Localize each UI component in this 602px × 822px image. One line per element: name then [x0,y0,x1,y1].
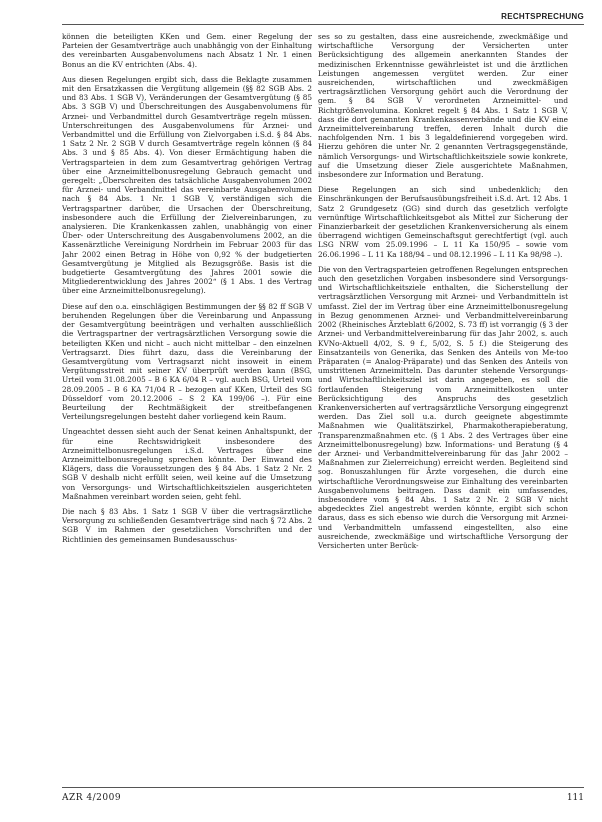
paragraph: Die von den Vertragsparteien getroffenen Regelungen entsprechen auch den gesetzlichen Vorgaben insbesondere sind Versorgungs- und Wirtschaftlichkeitsziele enthalten, die Sicherstellung der vertragsärztlichen Versorgung mit Arznei- und Verbandmitteln ist umfasst. Ziel der im Vertrag über eine Arzneimittelbonusregelung in Bezug genommenen Arznei- und Verbandmittelvereinbarung 2002 (Rheinisches Ärzteblatt 6/2002, S. 73 ff) ist vorrangig (§ 3 der Arznei- und Verbandmittelvereinbarung für das Jahr 2002, s. auch KVNo-Aktuell 4/02, S. 9 f., 5/02, S. 5 f.) die Steigerung des Einsatzanteils von Generika, das Senken des Anteils von Me-too Präparaten (= Analog-Präparate) und das Senken des Anteils von umstrittenen Arzneimitteln. Das darunter stehende Versorgungs- und Wirtschaftlichkeitsziel ist darin angegeben, es soll die fortlaufenden Steigerung vom Arzneimittelkosten unter Berücksichtigung des Anspruchs des gesetzlich Krankenversicherten auf vertragsärztliche Versorgung eingegrenzt werden. Das Ziel soll u.a. durch geeignete abgestimmte Maßnahmen wie Qualitätszirkel, Pharmakotherapieberatung, Transparenzmaßnahmen etc. (§ 1 Abs. 2 des Vertrages über eine Arzneimittelbonusregelung) bzw. Informations- und Beratung (§ 4 der Arznei- und Verbandmittelvereinbarung für das Jahr 2002 – Maßnahmen zur Zielerreichung) erreicht werden. Begleitend sind sog. Bonuszahlungen für Ärzte vorgesehen, die durch eine wirtschaftliche Verordnungsweise zur Einhaltung des vereinbarten Ausgabenvolumens beitragen. Dass damit ein umfassendes, insbesondere vom § 84 Abs. 1 Satz 2 Nr. 2 SGB V nicht abgedecktes Ziel angestrebt werden könnte, ergibt sich schon daraus, dass es sich ebenso wie durch die Versorgung mit Arznei- und Verbandmitteln umfassend eingestellten, also eine ausreichende, zweckmäßige und wirtschaftliche Versorgung der Versicherten unter Berück- [318,264,568,550]
section-header: RECHTSPRECHUNG [501,12,584,21]
right-column [318,32,568,774]
footer-divider [62,787,584,788]
paragraph: ses so zu gestalten, dass eine ausreichende, zweckmäßige und wirtschaftliche Versorgung der Versicherten unter Berücksichtigung des allgemein anerkannten Standes der medizinischen Erkenntnisse gewährleistet ist und die ärztlichen Leistungen angemessen vergütet werden. Zur einer ausreichenden, wirtschaftlichen und zweckmäßigen vertragsärztlichen Versorgung gehört auch die Verordnung der gem. § 84 SGB V verordneten Arzneimittel- und Richtgrößenvolumina. Konkret regelt § 84 Abs. 1 Satz 1 SGB V, dass die dort genannten Krankenkassenverbände und die KV eine Arzneimittelvereinbarung treffen, deren Inhalt durch die nachfolgenden Nrn. 1 bis 3 legaldefinierend vorgegeben wird. Hierzu gehören die unter Nr. 2 genannten Vertragsgegenstände, nämlich Versorgungs- und Wirtschaftlichkeitsziele sowie konkrete, auf die Umsetzung dieser Ziele ausgerichtete Maßnahmen, insbesondere zur Information und Beratung. [318,32,568,180]
paragraph: Ungeachtet dessen sieht auch der Senat keinen Anhaltspunkt, der für eine Rechtswidrigkeit insbesondere des Arzneimittelbonusregelungen i.S.d. Vertrages über eine Arzneimittelbonusregelung sprechen könnte. Der Einwand des Klägers, dass die Voraussetzungen des § 84 Abs. 1 Satz 2 Nr. 2 SGB V deshalb nicht erfüllt seien, weil keine auf die Umsetzung von Versorgungs- und Wirtschaftlichkeitszielen ausgerichteten Maßnahmen vereinbart worden seien, geht fehl. [62,427,312,501]
left-column [62,32,312,774]
journal-issue: AZR 4/2009 [62,793,122,803]
paragraph: können die beteiligten KKen und Gem. einer Regelung der Parteien der Gesamtverträge auch unabhängig von der Einhaltung des vereinbarten Ausgabenvolumens nach Absatz 1 Nr. 1 einen Bonus an die KV entrichten (Abs. 4). [62,32,312,69]
paragraph: Diese Regelungen an sich sind unbedenklich; den Einschränkungen der Berufsausübungsfreiheit i.S.d. Art. 12 Abs. 1 Satz 2 Grundgesetz (GG) sind durch das gesetzlich verfolgte vernünftige Wirtschaftlichkeitsgebot als Mittel zur Sicherung der Finanzierbarkeit der gesetzlichen Krankenversicherung als einem überragend wichtigen Gemeinschaftsgut gerechtfertigt (vgl. auch LSG NRW vom 25.09.1996 – L 11 Ka 150/95 – sowie vom 26.06.1996 – L 11 Ka 188/94 – und 08.12.1996 – L 11 Ka 98/98 –). [318,185,568,259]
paragraph: Die nach § 83 Abs. 1 Satz 1 SGB V über die vertragsärztliche Versorgung zu schließenden Gesamtverträge sind nach § 72 Abs. 2 SGB V im Rahmen der gesetzlichen Vorschriften und der Richtlinien des gemeinsamen Bundesausschus- [62,506,312,544]
paragraph: Aus diesen Regelungen ergibt sich, dass die Beklagte zusammen mit den Ersatzkassen die Vergütung allgemein (§§ 82 SGB Abs. 2 und 83 Abs. 1 SGB V), Veränderungen der Gesamtvergütung (§ 85 Abs. 3 SGB V) und Überschreitungen des Ausgabenvolumens für Arznei- und Verbandmittel durch Gesamtverträge regeln müssen. Unterschreitungen des Ausgabenvolumens für Arznei- und Verbandmittel und die Erfüllung von Zielvorgaben i.S.d. § 84 Abs. 1 Satz 2 Nr. 2 SGB V durch Gesamtverträge regeln können (§ 84 Abs. 3 und § 85 Abs. 4). Von dieser Ermächtigung haben die Vertragsparteien in dem zum Gesamtvertrag gehörigen Vertrag über eine Arzneimittelbonusregelung Gebrauch gemacht und geregelt: „Überschreiten des tatsächliche Ausgabenvolumen 2002 für Arznei- und Verbandmittel das vereinbarte Ausgabenvolumen nach § 84 Abs. 1 Nr. 1 SGB V, verständigen sich die Vertragspartner darüber, die Ursachen der Überschreitung, insbesondere auch die Erfüllung der Zielvereinbarungen, zu analysieren. Die Krankenkassen zahlen, unabhängig von einer Über- oder Unterschreitung des Ausgabenvolumens 2002, an die Kassenärztliche Vereinigung Nordrhein im Februar 2003 für das Jahr 2002 einen Betrag in Höhe von 0,92 % der budgetierten Gesamtvergütung je Mitglied als Bezugsgröße. Basis ist die budgetierte Gesamtvergütung des Jahres 2001 sowie die Mitgliederentwicklung des Jahres 2002“ (§ 1 Abs. 1 des Vertrag über eine Arzneimittelbonusregelung). [62,74,312,296]
paragraph: Diese auf den o.a. einschlägigen Bestimmungen der §§ 82 ff SGB V beruhenden Regelungen über die Vereinbarung und Anpassung der Gesamtvergütung beeinträgen und verhalten ausschließlich die Vertragspartner der vertragsärztlichen Versorgung sowie die beteiligten KKen und nicht – auch nicht mittelbar – den einzelnen Vertragsarzt. Dies führt dazu, dass die Vereinbarung der Gesamtvergütung vom Vertragsarzt nicht insoweit in einem Vergütungsstreit mit seiner KV überprüft werden kann (BSG, Urteil vom 31.08.2005 – B 6 KA 6/04 R – vgl. auch BSG, Urteil vom 28.09.2005 – B 6 KA 71/04 R – bezogen auf KKen, Urteil des SG Düsseldorf vom 20.12.2006 – S 2 KA 199/06 –). Für eine Beurteilung der Rechtmäßigkeit der streitbefangenen Verteilungsregelungen besteht daher vorliegend kein Raum. [62,301,312,422]
page-number: 111 [566,793,584,803]
header-divider [62,24,584,25]
